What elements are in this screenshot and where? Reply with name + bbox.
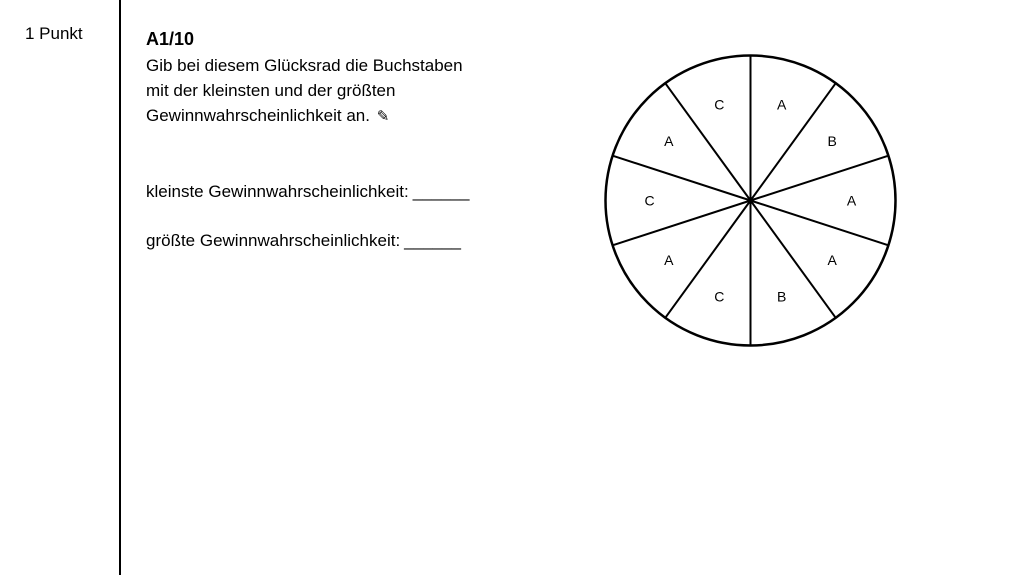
wheel-segment-label: B [777,288,787,305]
wheel-divider [613,201,751,246]
task-prompt [146,53,566,129]
answer-smallest [146,182,469,202]
wheel-segment-label: A [664,251,674,268]
wheel-segment-label: A [846,192,857,209]
wheel-segment-label: C [644,192,655,209]
prompt-line-text: Gewinnwahrscheinlichkeit an. [146,106,370,125]
wheel-divider [751,156,889,201]
points-label: 1 Punkt [25,24,83,43]
pencil-icon: ✎ [376,108,390,125]
wheel-divider [613,156,751,201]
wheel-divider [665,83,750,200]
answer-smallest-blank[interactable]: ______ [412,182,470,201]
wheel-segment-label: C [714,96,725,113]
wheel-segment-label: B [827,133,837,150]
wheel-segment-label: C [714,288,725,305]
wheel-divider [751,83,836,200]
answer-smallest-label: kleinste Gewinnwahrscheinlichkeit: [146,182,409,201]
task-id: A1/10 [146,29,195,49]
points-column [0,0,121,575]
prompt-line [146,103,566,129]
wheel-divider [751,201,836,318]
spinning-wheel [603,53,898,348]
wheel-segment-label: A [664,133,674,150]
answer-largest-label: größte Gewinnwahrscheinlichkeit: [146,231,401,250]
wheel-segment-label: A [777,96,787,113]
answer-largest [146,231,461,251]
prompt-line: mit der kleinsten und der größten [146,81,396,100]
wheel-segment-label: A [827,251,837,268]
answer-largest-blank[interactable]: ______ [404,231,461,250]
wheel-divider [751,201,889,246]
task-block [146,28,566,129]
wheel-divider [665,201,750,318]
prompt-line: Gib bei diesem Glücksrad die Buchstaben [146,56,463,75]
